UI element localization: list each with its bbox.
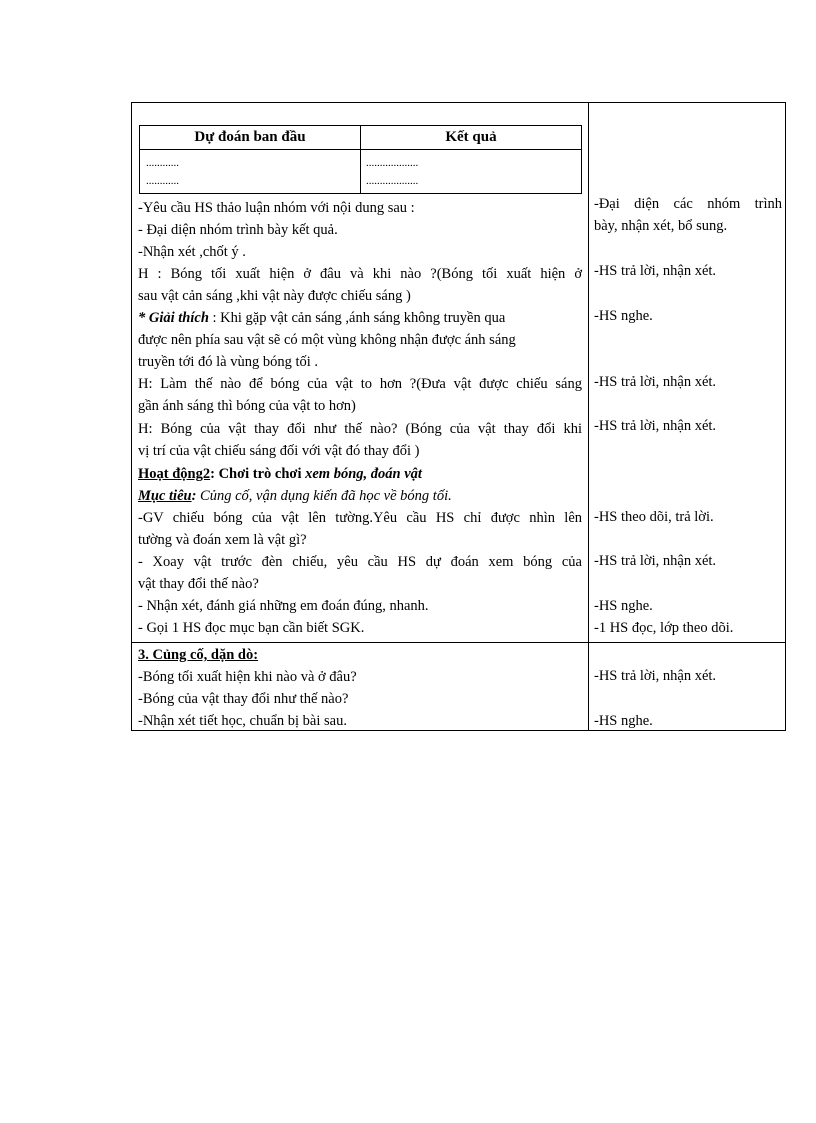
question-line: vị trí của vật chiếu sáng đối với vật đó thay đổi ) [138,443,420,459]
teacher-line: - Nhận xét, đánh giá những em đoán đúng, nhanh. [138,598,429,614]
teacher-line: -Nhận xét ,chốt ý . [138,244,246,260]
explanation-label: * Giải thích [138,310,209,326]
student-response: -HS trả lời, nhận xét. [594,374,717,390]
section-divider [132,642,785,643]
prediction-table [139,125,582,194]
student-response: -HS trả lời, nhận xét. [594,418,717,434]
teacher-line: - Xoay vật trước đèn chiếu, yêu cầu HS dự đoán xem bóng của [138,554,582,570]
teacher-line: -Bóng tối xuất hiện khi nào và ở đâu? [138,669,357,685]
blank-cell: ............ [146,157,179,169]
section3-title: 3. Củng cố, dặn dò: [138,647,259,663]
column-divider [588,103,589,730]
activity2-goal: Mục tiêu: Củng cố, vận dụng kiến đã học về bóng tối. [138,488,452,504]
teacher-line: - Gọi 1 HS đọc mục bạn cần biết SGK. [138,620,365,636]
student-response: -HS trả lời, nhận xét. [594,263,717,279]
teacher-line: - Đại diện nhóm trình bày kết quả. [138,222,338,238]
teacher-line: -Yêu cầu HS thảo luận nhóm với nội dung sau : [138,200,415,216]
teacher-line: -Nhận xét tiết học, chuẩn bị bài sau. [138,713,347,729]
question-line: gần ánh sáng thì bóng của vật to hơn) [138,398,356,414]
question-line: H: Làm thế nào để bóng của vật to hơn ?(Đưa vật được chiếu sáng [138,376,582,392]
student-response: -1 HS đọc, lớp theo dõi. [594,620,734,636]
student-response: -HS theo dõi, trả lời. [594,509,714,525]
explanation-line: được nên phía sau vật sẽ có một vùng không nhận được ánh sáng [138,332,516,348]
explanation-line: * Giải thích : Khi gặp vật cản sáng ,ánh sáng không truyền qua [138,310,506,326]
teacher-line: vật thay đổi thế nào? [138,576,259,592]
student-response: -HS trả lời, nhận xét. [594,668,717,684]
activity2-title: Hoạt động2: Chơi trò chơi xem bóng, đoán vật [138,466,422,482]
question-line: H: Bóng của vật thay đổi như thế nào? (Bóng của vật thay đổi khi [138,421,582,437]
student-response: -HS nghe. [594,713,653,729]
teacher-line: -GV chiếu bóng của vật lên tường.Yêu cầu HS chỉ được nhìn lên [138,510,582,526]
question-line: sau vật cản sáng ,khi vật này được chiếu sáng ) [138,288,411,304]
header-result: Kết quả [445,129,497,145]
student-response: -HS trả lời, nhận xét. [594,553,717,569]
student-response: -HS nghe. [594,598,653,614]
header-prediction: Dự đoán ban đầu [194,129,306,145]
lesson-table [131,102,786,731]
question-line: H : Bóng tối xuất hiện ở đâu và khi nào ?(Bóng tối xuất hiện ở [138,266,582,282]
blank-cell: ................... [366,175,419,187]
student-response: -Đại diện các nhóm trình [594,196,782,212]
teacher-line: -Bóng của vật thay đổi như thế nào? [138,691,349,707]
student-response: -HS nghe. [594,308,653,324]
teacher-line: tường và đoán xem là vật gì? [138,532,307,548]
blank-cell: ................... [366,157,419,169]
student-response: bày, nhận xét, bổ sung. [594,218,728,234]
blank-cell: ............ [146,175,179,187]
explanation-line: truyền tới đó là vùng bóng tối . [138,354,319,370]
